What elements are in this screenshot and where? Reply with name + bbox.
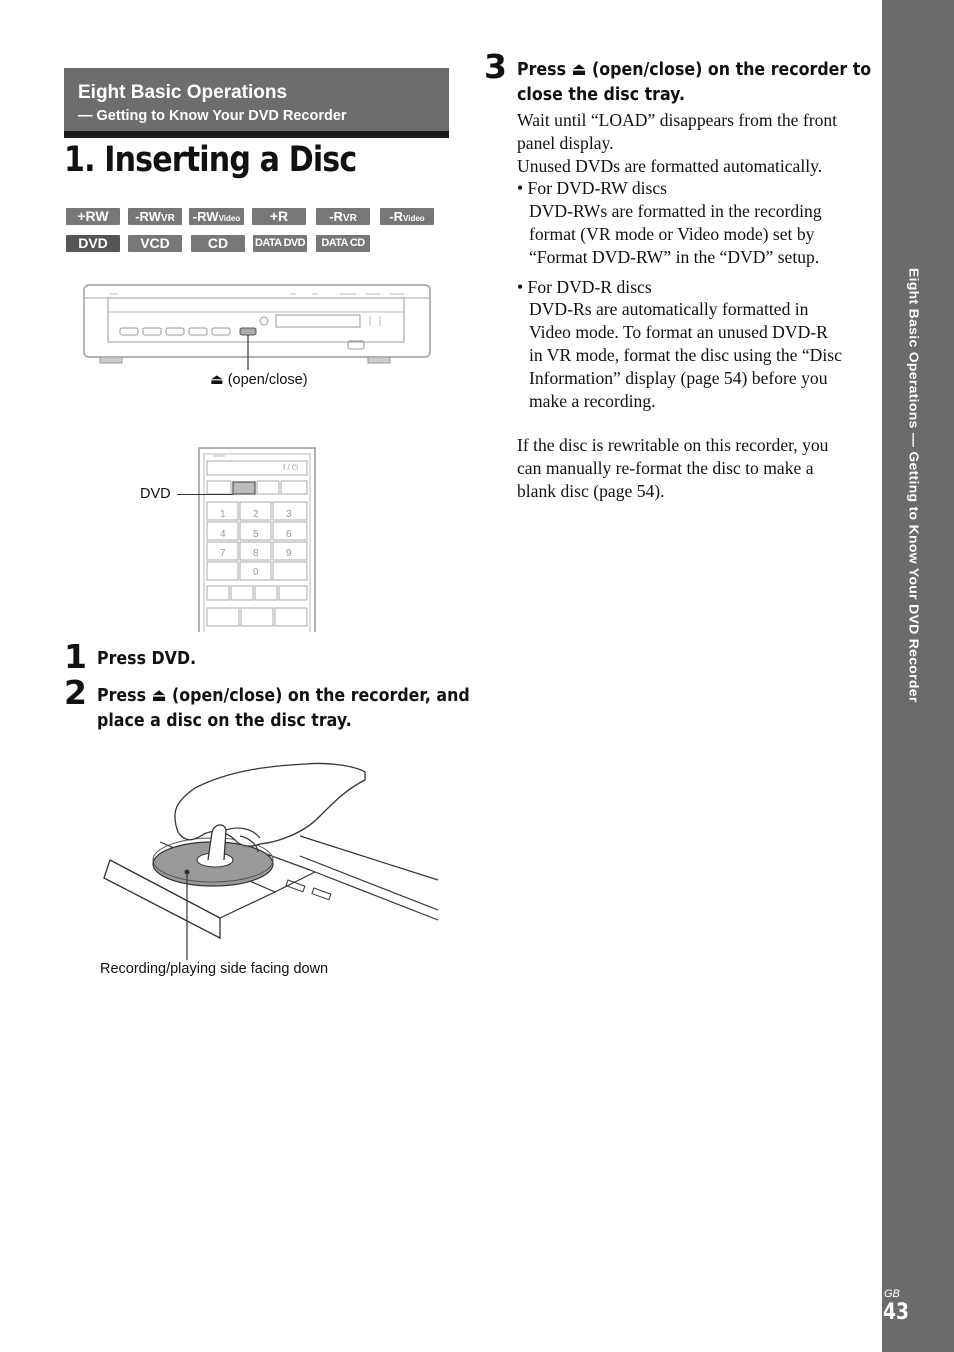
badge-minus-r-vr: -RVR [316, 208, 370, 225]
body-line: blank disc (page 54). [517, 480, 665, 501]
section-header-rule [64, 131, 449, 138]
disc-side-label: Recording/playing side facing down [100, 961, 329, 977]
step-1-text: Press DVD. [97, 648, 197, 669]
svg-text:1: 1 [220, 509, 226, 520]
svg-text:9: 9 [286, 548, 292, 559]
region-code: GB [884, 1288, 900, 1300]
recorder-front-illustration [80, 280, 440, 370]
section-header-subtitle: — Getting to Know Your DVD Recorder [78, 108, 347, 124]
remote-control-illustration [195, 444, 320, 634]
dvd-leader-line [177, 494, 233, 495]
section-header-title: Eight Basic Operations [78, 82, 288, 103]
step-1-number: 1 [64, 637, 87, 676]
page-title: 1. Inserting a Disc [64, 140, 357, 180]
body-line: panel display. [517, 132, 614, 153]
badge-minus-r-video: -RVideo [380, 208, 434, 225]
step-3-body [517, 109, 877, 503]
badge-minus-rw-video: -RWVideo [189, 208, 244, 225]
svg-text:I / ⏻: I / ⏻ [283, 463, 299, 472]
svg-text:8: 8 [253, 548, 259, 559]
step-3-text: Press ⏏ (open/close) on the recorder to close the disc tray. [517, 59, 872, 105]
svg-text:5: 5 [253, 529, 259, 540]
open-close-label: ⏏ (open/close) [210, 372, 308, 388]
body-line: can manually re-format the disc to make a [517, 458, 814, 479]
badge-minus-rw-vr: -RWVR [128, 208, 182, 225]
disc-insertion-illustration [100, 760, 445, 960]
bullet-heading: • For DVD-R discs [517, 276, 652, 297]
badge-data-dvd: DATA DVD [253, 235, 307, 252]
dvd-button-label: DVD [140, 486, 171, 502]
bullet-body: DVD-RWs are formatted in the recording format (VR mode or Video mode) set by “Format DVD-RW” in the “DVD” setup. [529, 201, 822, 267]
badge-cd: CD [191, 235, 245, 252]
svg-text:7: 7 [220, 548, 226, 559]
svg-text:0: 0 [253, 567, 259, 578]
bullet-heading: • For DVD-RW discs [517, 178, 668, 199]
svg-text:3: 3 [286, 509, 292, 520]
badge-data-cd: DATA CD [316, 235, 370, 252]
step-3-number: 3 [484, 47, 507, 86]
side-tab-label: Eight Basic Operations — Getting to Know Your DVD Recorder [906, 268, 922, 703]
svg-text:6: 6 [286, 529, 292, 540]
body-line: Wait until “LOAD” disappears from the front [517, 110, 838, 130]
step-2-number: 2 [64, 673, 87, 712]
badge-dvd: DVD [66, 235, 120, 252]
badge-plus-r: +R [252, 208, 306, 225]
badge-vcd: VCD [128, 235, 182, 252]
svg-text:2: 2 [253, 509, 259, 520]
page-number: 43 [883, 1300, 910, 1325]
body-line: Unused DVDs are formatted automatically. [517, 155, 823, 176]
svg-text:4: 4 [220, 529, 226, 540]
step-2-text: Press ⏏ (open/close) on the recorder, and place a disc on the disc tray. [97, 685, 470, 731]
body-line: If the disc is rewritable on this recorder, you [517, 435, 829, 456]
badge-plus-rw: +RW [66, 208, 120, 225]
bullet-body: DVD-Rs are automatically formatted in Video mode. To format an unused DVD-R in VR mode, format the disc using the “Disc Information” display (page 54) before you make a recording. [529, 299, 842, 411]
